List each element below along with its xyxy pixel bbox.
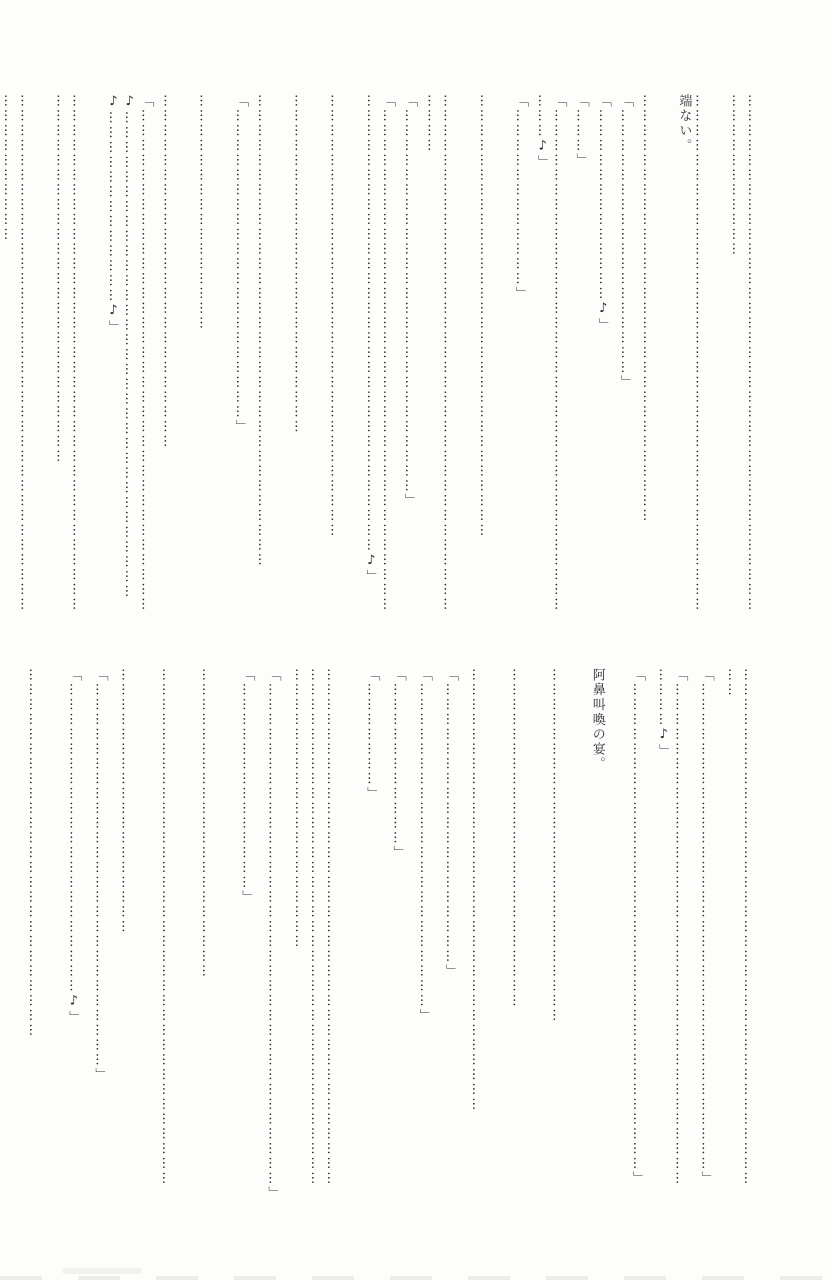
text-column: 阿鼻叫喚の宴。 (589, 668, 605, 772)
text-column: 「………………………………………………………………………………………… (138, 94, 154, 612)
text-column: ………♪」 (535, 94, 551, 170)
text-column: …………………………………………………………………………………………… (307, 668, 323, 1186)
text-column: 「……………………………………」 (239, 668, 255, 905)
text-column: 「………………………………………………………………………………………… (379, 94, 395, 612)
text-column: ……………………………………………… (118, 668, 134, 935)
text-column (0, 668, 15, 1228)
text-column: 「……………………………………………………………………」 (92, 668, 108, 1083)
text-column: 「…………………………………………………………………………………………」 (265, 668, 281, 1201)
text-column: ♪……………………………………………………………………………………… (122, 94, 138, 600)
text-column: 「………………………………………………」 (617, 94, 633, 390)
text-column: 「…………………………………………………」 (442, 668, 458, 979)
text-column: …………………………………………………………………………………… (255, 94, 271, 568)
text-column: ………………………… (1, 94, 17, 242)
text-column: …………………………………………………………………………………………… (69, 94, 85, 612)
text-column: 「………………………………………………………………………………………」 (629, 668, 645, 1186)
text-column: …………………………… (728, 94, 744, 257)
text-column: ……………………………………………………… (199, 668, 215, 979)
text-column: …………………………………………………………………………………………… (692, 94, 708, 612)
text-column: ♪…………………………………♪」 (105, 94, 121, 335)
text-column: ………………………………………… (196, 94, 212, 331)
text-column: …………………………………………………………………………………………… (17, 94, 33, 612)
text-column: …………………………………………………………………………………………… (440, 94, 456, 612)
text-column: ………………………………………………………………… (53, 94, 69, 464)
text-column: …………………………………………………………………………………………… (741, 668, 756, 1186)
text-column: 「………………………………………………………♪」 (66, 668, 82, 1026)
text-column: …………………………………………………………………………… (640, 94, 656, 524)
text-column: …………………………………………………………… (291, 94, 307, 435)
text-column: 「…………………………………♪」 (595, 94, 611, 333)
text-column: 「………………………………」 (512, 94, 528, 302)
text-column: ……………………………………………………………… (160, 94, 176, 450)
text-column: …… (724, 668, 740, 698)
text-column: 「…………………………………………………………」 (416, 668, 432, 1024)
text-column: …………♪」 (656, 668, 672, 759)
text-column: …………………………………………………………………………………………… (158, 668, 174, 1186)
text-column: ……………………………………………………………… (549, 668, 565, 1024)
page-bottom-scan-edge (0, 1276, 832, 1280)
text-column: …………………………………………………………………………………♪」 (363, 94, 379, 585)
text-column: 端ない。 (676, 94, 692, 154)
text-column: 「………………………………………………………………………………………」 (698, 668, 714, 1186)
text-column: ………… (424, 94, 440, 154)
text-column: 「………………………………………………………………………………………… (672, 668, 688, 1186)
text-column: 「………」 (573, 94, 589, 168)
text-block-bottom (0, 668, 780, 1228)
text-column: ……………………………………………………………………………… (469, 668, 485, 1112)
text-column: ……………………………………………………………………………… (327, 94, 343, 538)
text-column: 「………………………………………………………」 (232, 94, 248, 435)
scan-smudge (62, 1268, 142, 1274)
text-column: …………………………………………………………… (509, 668, 525, 1009)
text-block-top (0, 94, 780, 650)
text-column: 「…………………」 (364, 668, 380, 802)
text-column: …………………………………………………………………………………………… (745, 94, 760, 612)
text-column: ………………………………………………… (291, 668, 307, 950)
text-column: 「………………………………………………………………………………………… (551, 94, 567, 612)
text-column: …………………………………………………………………………………………… (324, 668, 340, 1186)
text-column: ……………………………………………………………………………… (476, 94, 492, 538)
text-column: 「……………………………」 (390, 668, 406, 861)
text-column: 「……………………………………………………………………」 (402, 94, 418, 509)
text-column: ………………………………………………………………… (26, 668, 42, 1038)
